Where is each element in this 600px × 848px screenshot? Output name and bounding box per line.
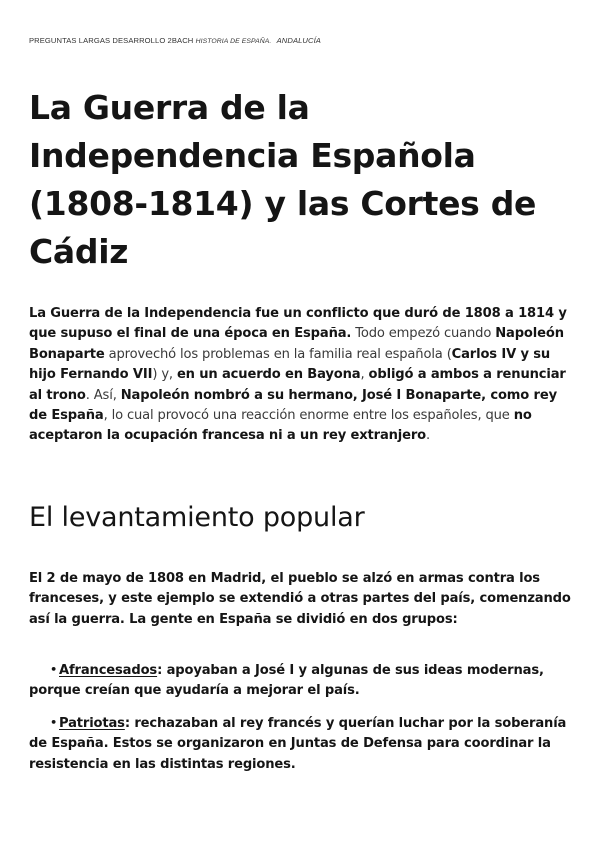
- intro-text-4: aprovechó los problemas en la familia real española (: [104, 346, 452, 362]
- groups-list: [29, 660, 574, 786]
- group-description: : rechazaban al rey francés y querían luchar por la soberanía de España. Estos se organizaron en Juntas de Defensa para coordinar la resistencia en las distintas regiones.: [29, 715, 567, 772]
- page-title: La Guerra de la Independencia Española (1808-1814) y las Cortes de Cádiz: [29, 88, 537, 271]
- intro-bold-5: Carlos IV y su hijo Fernando VII: [29, 346, 551, 383]
- intro-text-14: .: [426, 428, 431, 444]
- intro-text-8: ,: [360, 367, 369, 383]
- intro-text-6: ) y,: [152, 367, 177, 383]
- group-term: Afrancesados: [59, 663, 158, 678]
- intro-bold-13: no aceptaron la ocupación francesa ni a un rey extranjero: [29, 408, 532, 444]
- intro-bold-7: en un acuerdo en Bayona: [176, 367, 361, 383]
- intro-bold-3: Napoleón Bonaparte: [29, 326, 564, 362]
- header-subject: HISTORIA DE ESPAÑA.: [195, 38, 272, 45]
- intro-text-2: Todo empezó cuando: [351, 326, 496, 342]
- intro-paragraph: [29, 304, 574, 447]
- list-item-patriotas: [29, 713, 574, 775]
- group-description: : apoyaban a José I y algunas de sus ideas modernas, porque creían que ayudaría a mejorar el país.: [29, 663, 544, 699]
- list-item-afrancesados: [29, 660, 574, 702]
- intro-bold-1: La Guerra de la Independencia fue un conflicto que duró de 1808 a 1814 y que supuso el final de una época en España.: [29, 306, 567, 342]
- running-header: [29, 36, 321, 45]
- bullet-icon: •: [50, 663, 57, 676]
- header-region: ANDALUCÍA: [276, 36, 321, 45]
- section-paragraph: El 2 de mayo de 1808 en Madrid, el pueblo se alzó en armas contra los franceses, y este ejemplo se extendió a otras partes del país, comenzando así la guerra. La gente en España se dividió en dos grupos:: [29, 571, 571, 627]
- intro-text-12: , lo cual provocó una reacción enorme entre los españoles, que: [103, 408, 514, 424]
- bullet-icon: •: [50, 715, 57, 729]
- intro-bold-11: Napoleón nombró a su hermano, José I Bonaparte, como rey de España: [29, 387, 557, 424]
- group-term: Patriotas: [59, 715, 125, 731]
- header-prefix: PREGUNTAS LARGAS DESARROLLO 2BACH: [29, 36, 194, 45]
- intro-bold-9: obligó a ambos a renunciar al trono: [29, 367, 566, 403]
- section-heading: El levantamiento popular: [29, 502, 365, 533]
- intro-text-10: . Así,: [85, 387, 121, 403]
